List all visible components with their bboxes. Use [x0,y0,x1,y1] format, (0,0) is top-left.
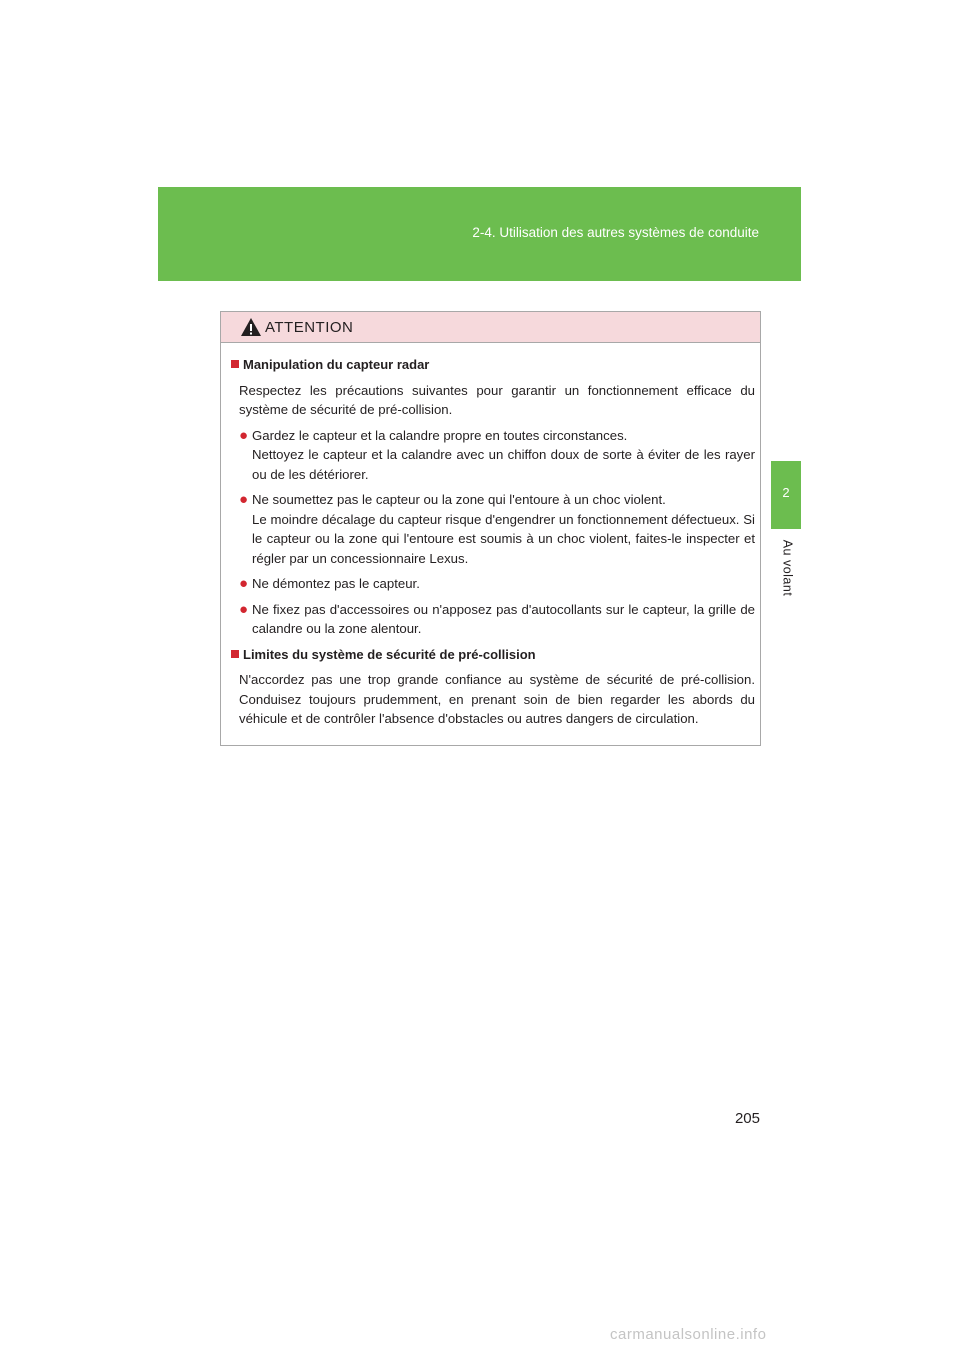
list-item-title: Ne soumettez pas le capteur ou la zone qui l'entoure à un choc violent. [252,492,666,507]
section-heading-text: Manipulation du capteur radar [243,357,430,372]
page-number: 205 [734,1110,760,1127]
red-dot-bullet-icon: ● [239,426,249,444]
chapter-title: 2-4. Utilisation des autres systèmes de conduite [472,225,759,240]
list-item-title: Ne démontez pas le capteur. [252,576,420,591]
section-heading [231,355,755,375]
list-item [239,490,755,568]
chapter-side-label-text: Au volant [780,539,794,597]
warning-content [221,343,760,729]
chapter-number: 2 [782,485,790,500]
section-intro: N'accordez pas une trop grande confiance au système de sécurité de pré-collision. Conduisez toujours prudemment, en prenant soin de bien regarder les abords du véhicule et de contrôler l'absence d'obstacles ou autres dangers de circulation. [239,672,755,726]
red-square-bullet-icon [231,360,239,368]
section-heading-text: Limites du système de sécurité de pré-collision [243,646,536,662]
list-item-title: Ne fixez pas d'accessoires ou n'apposez pas d'autocollants sur le capteur, la grille de calandre ou la zone alentour. [252,601,755,636]
section-intro: Respectez les précautions suivantes pour garantir un fonctionnement efficace du système de sécurité de pré-collision. [239,382,755,417]
list-item [239,574,755,594]
list-item-detail: Nettoyez le capteur et la calandre avec un chiffon doux de sorte à éviter de les rayer ou de les détériorer. [252,447,755,482]
red-dot-bullet-icon: ● [239,575,249,592]
list-item-title: Gardez le capteur et la calandre propre en toutes circonstances. [252,427,628,443]
section-heading [231,645,755,665]
red-square-bullet-icon [231,650,239,658]
chapter-side-label [772,528,802,608]
warning-title: ATTENTION [265,319,354,336]
list-item-detail: Le moindre décalage du capteur risque d'engendrer un fonctionnement défectueux. Si le capteur ou la zone qui l'entoure est soumis à un choc violent, faites-le inspecter et régler par un concessionnaire Lexus. [252,511,755,566]
chapter-side-tab[interactable] [771,461,801,529]
chapter-header-band [158,187,801,281]
warning-triangle-icon [240,317,262,337]
watermark: carmanualsonline.info [610,1326,767,1343]
list-item [239,426,755,485]
red-dot-bullet-icon: ● [239,600,249,618]
warning-header [221,312,760,343]
warning-box [220,311,761,746]
red-dot-bullet-icon: ● [239,491,249,508]
list-item [239,600,755,639]
